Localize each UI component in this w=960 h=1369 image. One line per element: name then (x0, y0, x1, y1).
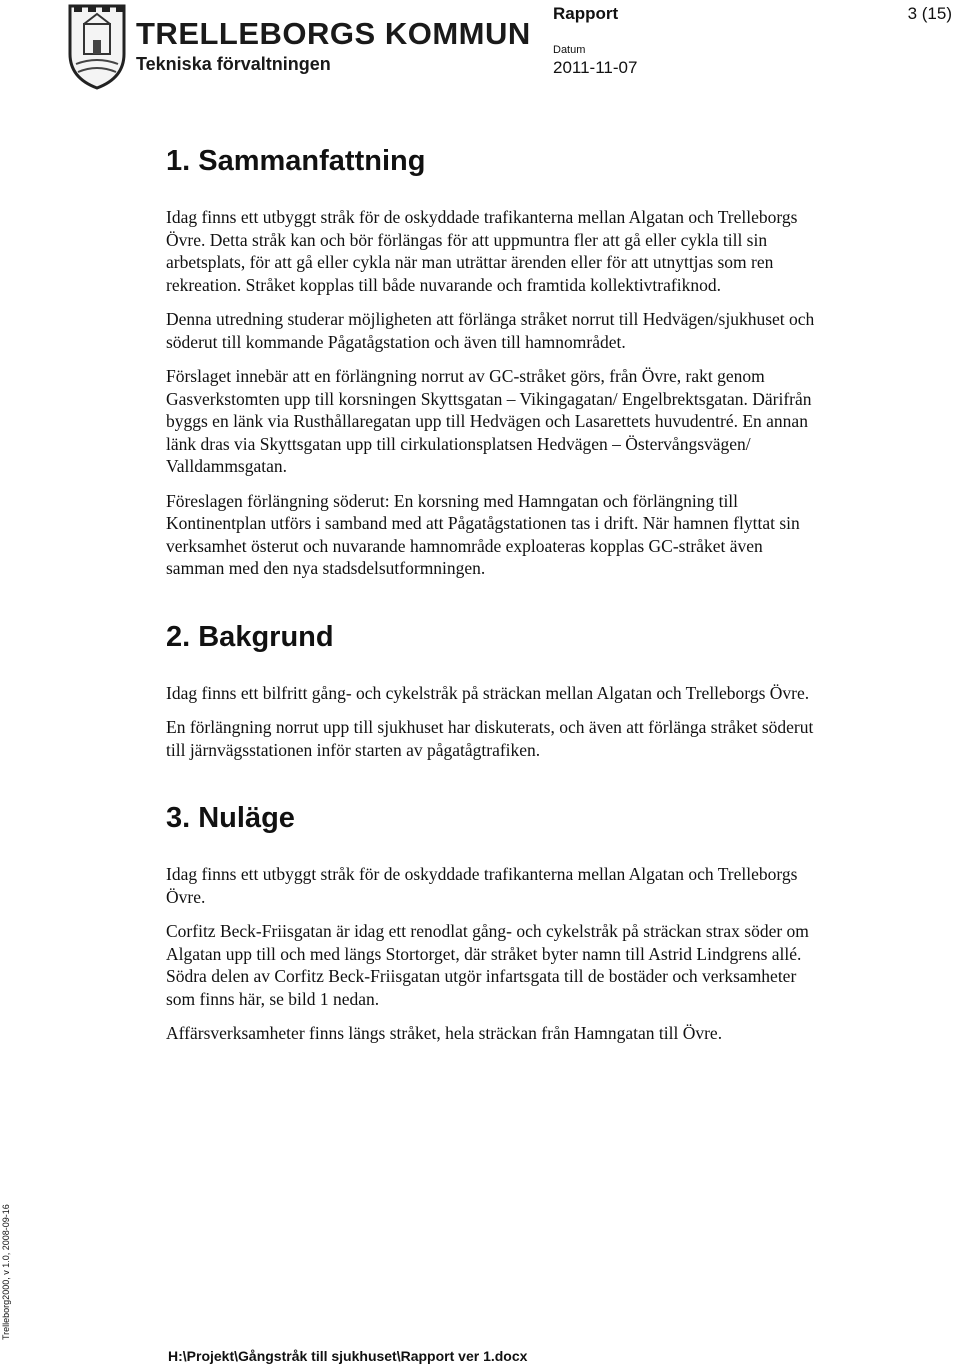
coat-of-arms-icon (66, 2, 128, 90)
section-heading: 2. Bakgrund (166, 620, 334, 653)
section-summary (166, 142, 816, 580)
template-version: Trelleborg2000, v 1.0, 2008-09-16 (1, 1204, 11, 1340)
municipality-logo (66, 2, 531, 94)
section-current-state (166, 799, 816, 1045)
paragraph: Idag finns ett utbyggt stråk för de oskyddade trafikanterna mellan Algatan och Trelleborgs Övre. (166, 864, 798, 907)
date-label: Datum (553, 44, 586, 56)
section-heading: 1. Sammanfattning (166, 145, 426, 177)
organization-name: TRELLEBORGS KOMMUN (136, 16, 531, 51)
document-body (166, 142, 816, 1083)
paragraph: Affärsverksamheter finns längs stråket, hela sträckan från Hamngatan till Övre. (166, 1023, 723, 1043)
paragraph: Idag finns ett bilfritt gång- och cykelstråk på sträckan mellan Algatan och Trelleborgs Övre. (166, 682, 810, 703)
paragraph: Föreslagen förlängning söderut: En korsning med Hamngatan och förlängning till Kontinentplan utförs i samband med att Pågatågstationen tas i drift. När hamnen flyttat sin verksamhet österut och nuvarande hamnområde exploateras kopplas GC-stråket även samman med den nya stadsdelsutformningen. (166, 490, 800, 578)
file-path: H:\Projekt\Gångstråk till sjukhuset\Rapport ver 1.docx (168, 1348, 528, 1364)
paragraph: Corfitz Beck-Friisgatan är idag ett renodlat gång- och cykelstråk på sträckan strax söder om Algatan upp till och med längs Stortorget, där stråket byter namn till Astrid Lindgrens allé. Södra delen av Corfitz Beck-Friisgatan utgör infartsgata till de bostäder och verksamheter som finns här, se bild 1 nedan. (166, 921, 809, 1009)
paragraph: Idag finns ett utbyggt stråk för de oskyddade trafikanterna mellan Algatan och Trelleborgs Övre. Detta stråk kan och bör förlängas för att uppmuntra fler att gå eller cykla till sin arbetsplats, för att gå eller cykla när man uträttar ärenden eller för att utnyttjas som ren rekreation. Stråket kopplas till både nuvarande och framtida kollektivtrafiknod. (166, 207, 798, 295)
paragraph: Denna utredning studerar möjligheten att förlänga stråket norrut till Hedvägen/sjukhuset och söderut till kommande Pågatågstation och även till hamnområdet. (166, 309, 815, 352)
page-number: 3 (15) (907, 4, 952, 23)
document-type: Rapport (553, 4, 619, 23)
paragraph: En förlängning norrut upp till sjukhuset har diskuterats, och även att förlänga stråket söderut till järnvägsstationen inför starten av pågatågtrafiken. (166, 717, 814, 760)
paragraph: Förslaget innebär att en förlängning norrut av GC-stråket görs, från Övre, rakt genom Gasverkstomten upp till korsningen Skyttsgatan – Vikingagatan/ Engelbrektsgatan. Därifrån byggs en länk via Rusthållaregatan upp till Hedvägen och Lasarettets huvudentré. En annan länk dras via Skyttsgatan upp till cirkulationsplatsen Hedvägen – Östervångsvägen/ Valldammsgatan. (166, 366, 812, 476)
department-name: Tekniska förvaltningen (136, 54, 331, 74)
section-background (166, 618, 816, 762)
section-heading: 3. Nuläge (166, 802, 295, 834)
date-value: 2011-11-07 (553, 58, 638, 77)
